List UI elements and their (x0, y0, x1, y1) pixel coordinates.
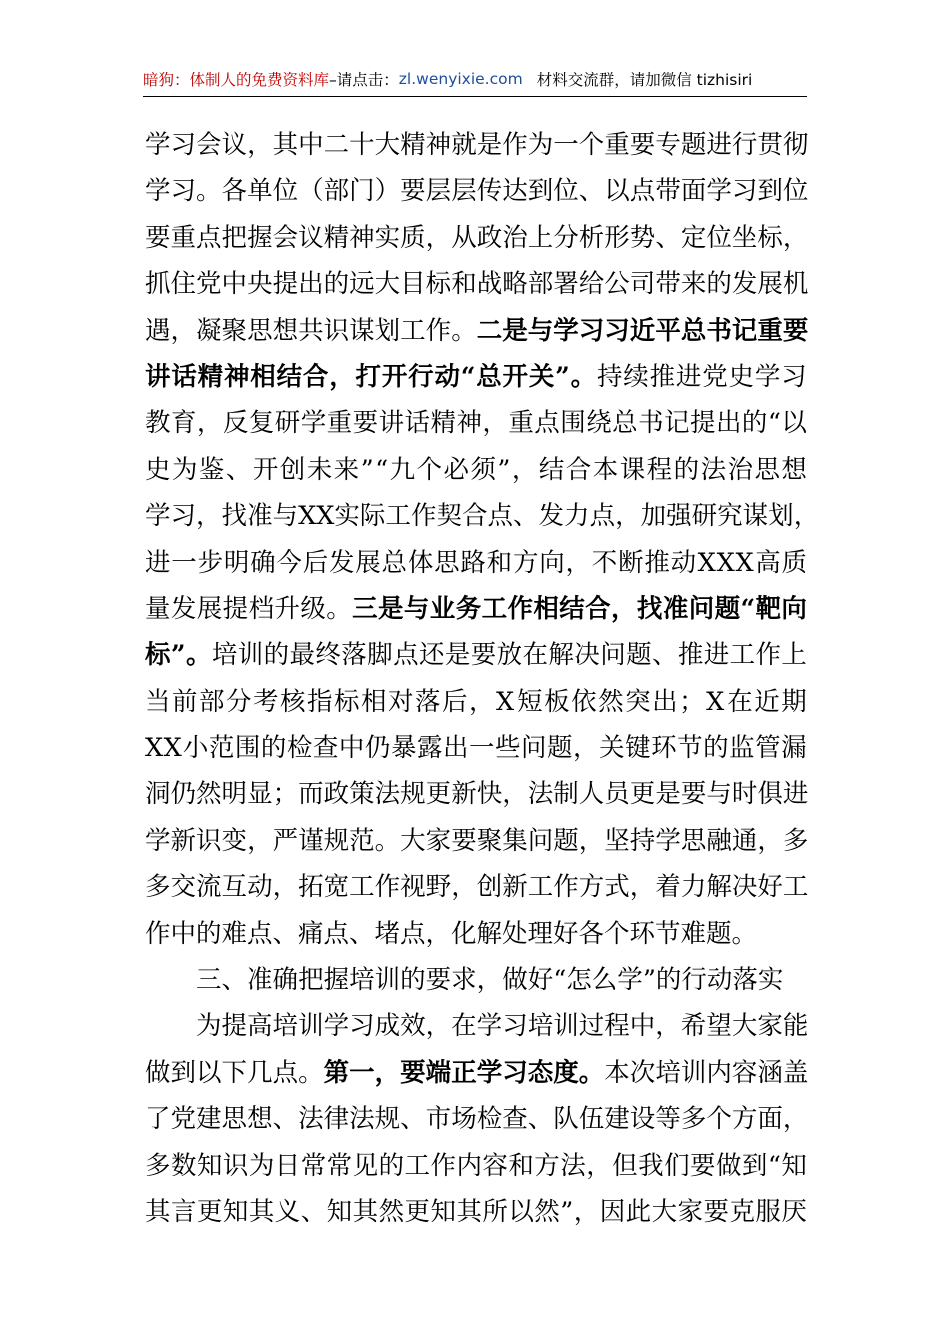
text-line: 做 到 以 下 几 点 。 第 一 ， 要 端 正 学 习 态 度 。 本 次 培 训 内 容 涵 盖 (145, 1057, 809, 1088)
document-body (145, 122, 820, 1235)
text-line: 遇 ， 凝 聚 思 想 共 识 谋 划 工 作 。 二 是 与 学 习 习 近 平 总 书 记 重 要 (145, 315, 809, 346)
text-line: 讲 话 精 神 相 结 合 ， 打 开 行 动 “ 总 开 关 ” 。 持 续 推 进 党 史 学 习 (145, 361, 807, 392)
text-line: 教 育 ， 反 复 研 学 重 要 讲 话 精 神 ， 重 点 围 绕 总 书 记 提 出 的 “ 以 (145, 408, 807, 439)
text-line: 其 言 更 知 其 义 、 知 其 然 更 知 其 所 以 然 ” ， 因 此 大 家 要 克 服 厌 (145, 1196, 807, 1227)
text-line: 多 数 知 识 为 日 常 常 见 的 工 作 内 容 和 方 法 ， 但 我 们 要 做 到 “ 知 (145, 1150, 807, 1181)
text-line: 为 提 高 培 训 学 习 成 效 ， 在 学 习 培 训 过 程 中 ， 希 望 大 家 能 (196, 1011, 809, 1042)
text-line: 三 、 准 确 把 握 培 训 的 要 求 ， 做 好 “ 怎 么 学 ” 的 行 动 落 实 (196, 965, 784, 996)
header-click-prompt: –请点击： (329, 71, 399, 89)
text-line: 多 交 流 互 动 ， 拓 宽 工 作 视 野 ， 创 新 工 作 方 式 ， 着 力 解 决 好 工 (145, 872, 809, 903)
page-header (143, 62, 807, 97)
text-line: 洞 仍 然 明 显 ； 而 政 策 法 规 更 新 快 ， 法 制 人 员 更 是 要 与 时 俱 进 (145, 779, 809, 810)
text-line: 学 新 识 变 ， 严 谨 规 范 。 大 家 要 聚 集 问 题 ， 坚 持 学 思 融 通 ， 多 (145, 825, 809, 856)
text-segment: 作中的难点、痛点、堵点，化解处理好各个环节难题。 (145, 918, 758, 949)
text-line (145, 911, 807, 957)
text-line: 抓 住 党 中 央 提 出 的 远 大 目 标 和 战 略 部 署 给 公 司 带 来 的 发 展 机 (145, 269, 809, 300)
text-line: 当 前 部 分 考 核 指 标 相 对 落 后 ， X 短 板 依 然 突 出 ； X 在 近 期 (145, 686, 807, 717)
text-line: 史 为 鉴 、 开 创 未 来 ” “ 九 个 必 须 ” ， 结 合 本 课 程 的 法 治 思 想 (145, 454, 807, 485)
header-brand: 暗狗：体制人的免费资料库 (143, 71, 330, 89)
text-line: 了 党 建 思 想 、 法 律 法 规 、 市 场 检 查 、 队 伍 建 设 等 多 个 方 面 ， (145, 1104, 809, 1135)
text-line: 学 习 会 议 ， 其 中 二 十 大 精 神 就 是 作 为 一 个 重 要 专 题 进 行 贯 彻 (145, 130, 809, 160)
text-line: 学 习 ， 找 准 与 X X 实 际 工 作 契 合 点 、 发 力 点 ， 加 强 研 究 谋 划 ， (145, 501, 820, 532)
text-line: 进 一 步 明 确 今 后 发 展 总 体 思 路 和 方 向 ， 不 断 推 动 X X X 高 质 (145, 547, 807, 578)
text-line: 要 重 点 把 握 会 议 精 神 实 质 ， 从 政 治 上 分 析 形 势 、 定 位 坐 标 ， (145, 222, 809, 253)
header-wechat-note: 材料交流群，请加微信 tizhisiri (536, 71, 753, 89)
text-line: X X 小 范 围 的 检 查 中 仍 暴 露 出 一 些 问 题 ， 关 键 环 节 的 监 管 漏 (145, 733, 807, 764)
text-line: 量 发 展 提 档 升 级 。 三 是 与 业 务 工 作 相 结 合 ， 找 准 问 题 “ 靶 向 (145, 593, 807, 624)
text-line: 学 习 。 各 单 位 （ 部 门 ） 要 层 层 传 达 到 位 、 以 点 带 面 学 习 到 位 (145, 176, 809, 207)
text-line: 标 ” 。 培 训 的 最 终 落 脚 点 还 是 要 放 在 解 决 问 题 、 推 进 工 作 上 (145, 640, 807, 671)
header-url-link[interactable]: zl.wenyixie.com (398, 70, 523, 88)
